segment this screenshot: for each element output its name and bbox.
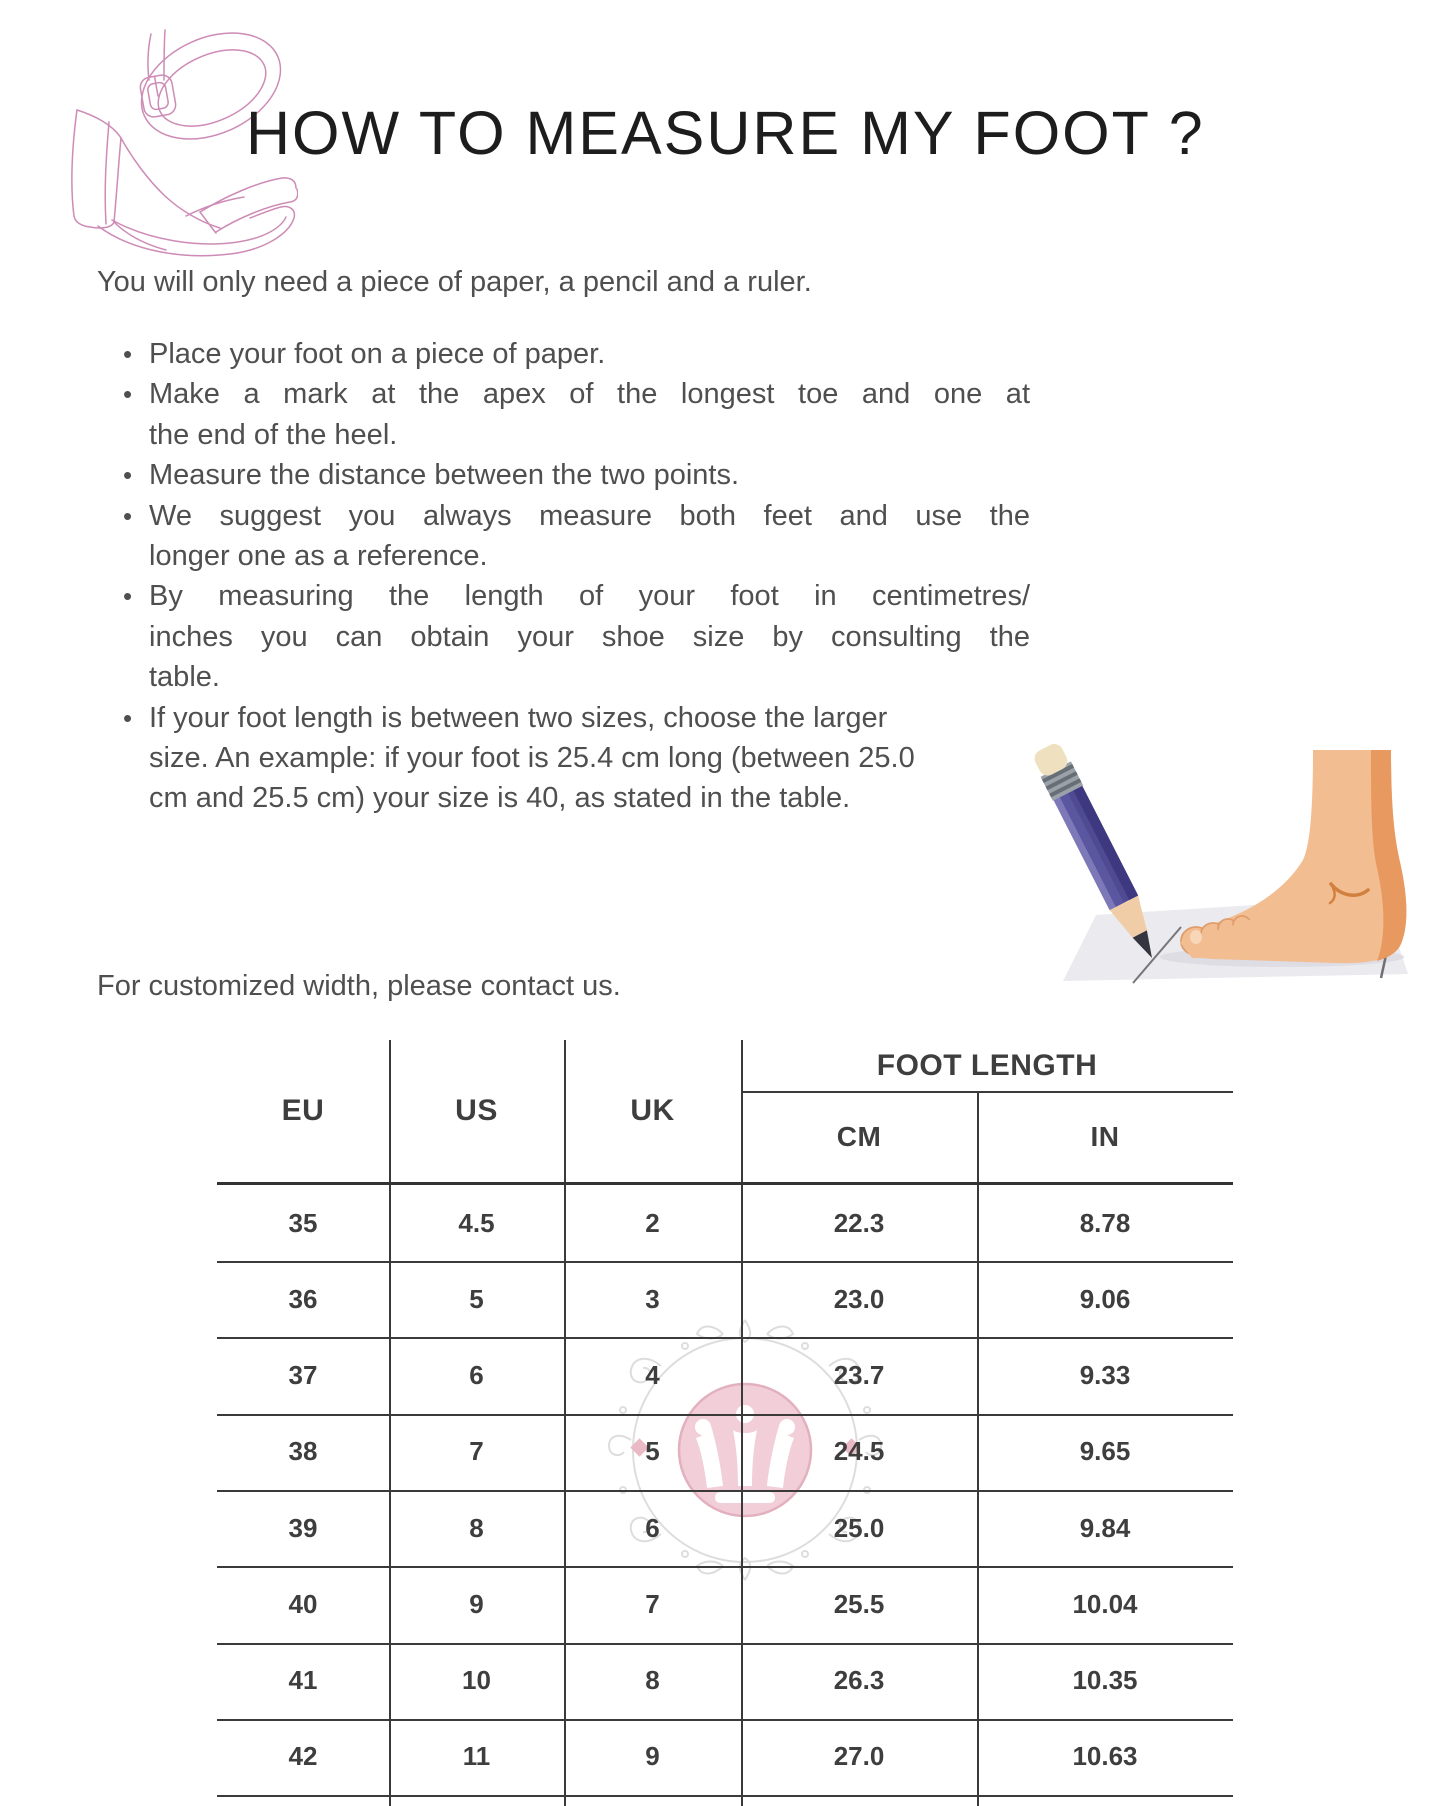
table-cell: 11 [462,1741,491,1772]
table-cell: 9 [645,1741,660,1772]
table-cell: 40 [288,1588,318,1619]
table-cell: 8.78 [1079,1207,1131,1238]
list-item [123,334,1030,374]
contact-note: For customized width, please contact us. [97,970,621,1002]
table-cell: 10 [462,1665,491,1696]
table-cell: 4 [645,1360,660,1391]
table-cell: 23.0 [833,1283,885,1314]
instruction-line: longer one as a reference. [149,540,488,573]
table-cell: 10.63 [1072,1741,1138,1772]
instruction-line: By measuring the length of your foot in centimetres/ [149,580,1030,613]
table-cell: 6 [469,1360,484,1391]
bullet-icon: • [123,702,133,733]
bullet-icon: • [123,500,133,531]
table-cell: 36 [288,1283,318,1314]
instruction-line: the end of the heel. [149,418,398,451]
size-table-rows [217,1185,1233,1795]
table-cell: 42 [288,1741,318,1772]
list-item [123,374,1030,455]
table-cell: 2 [645,1207,660,1238]
bullet-icon: • [123,339,133,369]
table-cell: 9.65 [1079,1436,1131,1467]
column-header-uk: UK [630,1094,675,1127]
instruction-line: cm and 25.5 cm) your size is 40, as stated in the table. [149,782,851,815]
instruction-line: Measure the distance between the two points. [149,459,740,492]
table-cell: 8 [645,1665,660,1696]
table-cell: 22.3 [833,1207,885,1238]
table-cell: 26.3 [833,1665,885,1696]
table-cell: 10.04 [1072,1588,1138,1619]
bullet-icon: • [123,581,133,612]
column-header-cm: CM [836,1120,882,1152]
column-header-eu: EU [281,1094,325,1127]
instruction-line: table. [149,661,220,694]
table-cell: 41 [288,1665,318,1696]
bullet-icon: • [123,460,133,491]
table-cell: 8 [469,1512,484,1543]
instruction-line: Place your foot on a piece of paper. [149,338,606,370]
table-cell: 6 [645,1512,660,1543]
bullet-icon: • [123,379,133,410]
table-cell: 10.35 [1072,1665,1138,1696]
table-cell: 5 [645,1436,660,1467]
instruction-line: Make a mark at the apex of the longest toe and one at [149,378,1030,411]
table-cell: 37 [288,1360,318,1391]
table-cell: 9.84 [1079,1512,1131,1543]
table-cell: 38 [288,1436,318,1467]
table-cell: 7 [469,1436,484,1467]
table-cell: 25.0 [833,1512,885,1543]
table-row-divider [217,1795,1233,1797]
list-item [123,496,1030,577]
table-cell: 27.0 [833,1741,885,1772]
table-cell: 9.33 [1079,1360,1131,1391]
foot-measuring-illustration [880,640,1445,1000]
page-title: HOW TO MEASURE MY FOOT ? [246,99,1205,167]
column-header-us: US [455,1094,498,1127]
table-cell: 9.06 [1079,1283,1131,1314]
instruction-line: If your foot length is between two sizes, choose the larger [149,701,888,734]
instruction-line: We suggest you always measure both feet and use the [149,499,1030,532]
table-cell: 3 [645,1283,660,1314]
table-cell: 35 [288,1207,318,1238]
instruction-line: size. An example: if your foot is 25.4 cm long (between 25.0 [149,742,915,775]
column-header-in: IN [1090,1120,1120,1152]
intro-text: You will only need a piece of paper, a pencil and a ruler. [97,266,812,298]
table-cell: 7 [645,1588,660,1619]
instruction-line: inches you can obtain your shoe size by consulting the [149,620,1030,653]
list-item [123,455,1030,495]
table-cell: 39 [288,1512,318,1543]
table-cell: 24.5 [833,1436,885,1467]
table-cell: 23.7 [833,1360,885,1391]
table-cell: 9 [469,1588,484,1619]
size-table [217,1040,1233,1806]
column-header-foot-length: FOOT LENGTH [876,1048,1098,1082]
table-cell: 4.5 [458,1207,495,1238]
table-cell: 25.5 [833,1588,885,1619]
table-cell: 5 [469,1283,484,1314]
